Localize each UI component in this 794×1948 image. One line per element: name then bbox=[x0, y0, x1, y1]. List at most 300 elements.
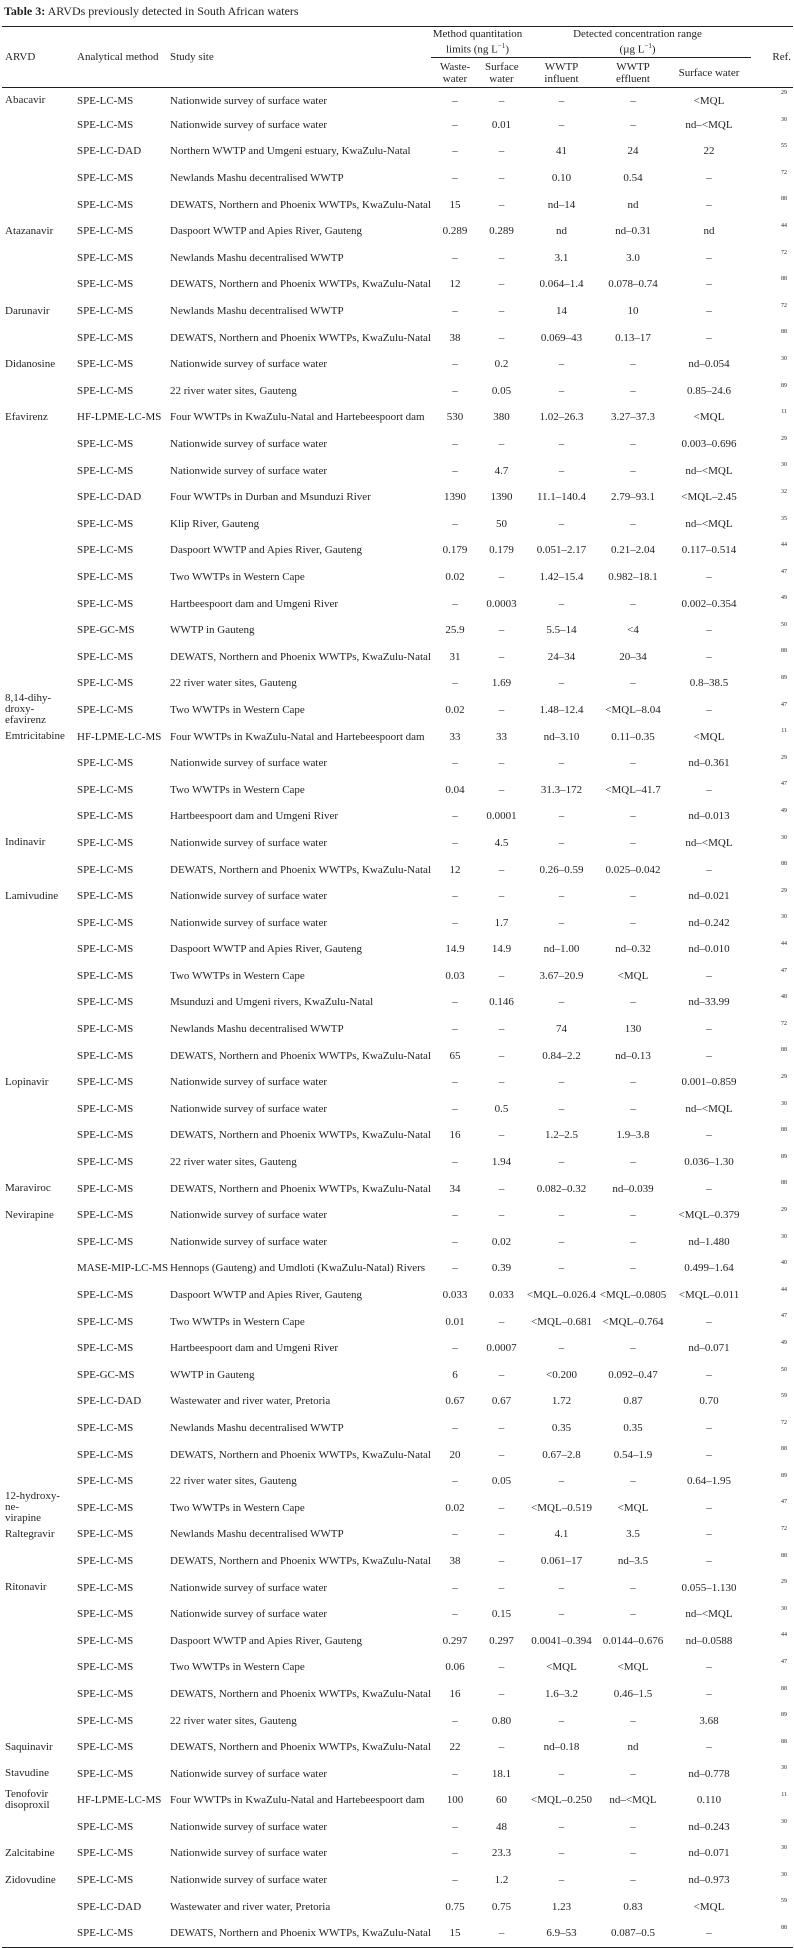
cell-effluent: – bbox=[630, 358, 636, 371]
cell-site: Four WWTPs in KwaZulu-Natal and Hartebeespoort dam bbox=[170, 1794, 425, 1807]
cell-mql-wastewater: 38 bbox=[449, 331, 461, 344]
cell-influent: 0.84–2.2 bbox=[542, 1049, 581, 1062]
header-conc-group bbox=[524, 27, 751, 58]
cell-site: Nationwide survey of surface water bbox=[170, 1581, 327, 1594]
cell-arvd bbox=[2, 883, 74, 910]
cell-site: Wastewater and river water, Pretoria bbox=[170, 1900, 331, 1913]
arvd-name: Didanosine bbox=[5, 357, 56, 370]
arvd-name bbox=[5, 1364, 74, 1386]
cell-mql-wastewater: 22 bbox=[449, 1741, 461, 1754]
arvd-name: Nevirapine bbox=[5, 1208, 54, 1221]
cell-site: Nationwide survey of surface water bbox=[170, 1608, 327, 1621]
cell-mql-surface: 23.3 bbox=[491, 1847, 512, 1860]
cell-ref: 32 bbox=[781, 488, 788, 495]
cell-method: SPE-GC-MS bbox=[77, 624, 135, 637]
cell-site: Two WWTPs in Western Cape bbox=[170, 703, 305, 716]
table-row bbox=[2, 88, 793, 112]
cell-ref: 11 bbox=[781, 409, 788, 416]
cell-method: SPE-LC-MS bbox=[77, 1927, 134, 1940]
cell-arvd bbox=[2, 88, 74, 112]
cell-arvd bbox=[2, 1840, 74, 1867]
table-label: Table 3: bbox=[4, 4, 46, 18]
cell-mql-wastewater: – bbox=[452, 1581, 458, 1594]
cell-mql-surface: – bbox=[498, 757, 505, 770]
cell-mql-surface: 0.033 bbox=[489, 1289, 514, 1302]
cell-mql-surface: – bbox=[498, 570, 505, 583]
cell-method: SPE-LC-MS bbox=[77, 1182, 134, 1195]
cell-influent: 0.082–0.32 bbox=[536, 1182, 587, 1195]
cell-site: Daspoort WWTP and Apies River, Gauteng bbox=[170, 544, 363, 557]
cell-mql-surface: 0.0003 bbox=[486, 597, 517, 610]
cell-surface-conc: nd–0.021 bbox=[688, 890, 730, 903]
cell-surface-conc: nd bbox=[703, 225, 715, 238]
cell-surface-conc: 0.110 bbox=[696, 1794, 722, 1807]
header-conc-sup: −1 bbox=[644, 42, 652, 51]
cell-effluent: <MQL bbox=[617, 969, 649, 982]
cell-site: Newlands Mashu decentralised WWTP bbox=[170, 1421, 344, 1434]
cell-mql-wastewater: 33 bbox=[449, 730, 461, 743]
cell-mql-surface: – bbox=[498, 438, 505, 451]
cell-effluent: <MQL bbox=[617, 1501, 649, 1514]
cell-method: SPE-LC-DAD bbox=[77, 145, 142, 158]
cell-influent: – bbox=[558, 1262, 565, 1275]
arvd-name bbox=[5, 540, 74, 562]
cell-method: SPE-LC-MS bbox=[77, 1235, 134, 1248]
cell-arvd bbox=[2, 1096, 74, 1123]
cell-influent: 4.1 bbox=[554, 1528, 569, 1541]
cell-surface-conc: nd–<MQL bbox=[685, 517, 733, 530]
cell-ref: 30 bbox=[781, 462, 788, 469]
cell-mql-wastewater: – bbox=[452, 597, 458, 610]
cell-method: SPE-LC-MS bbox=[77, 996, 134, 1009]
table-row bbox=[2, 1627, 793, 1654]
cell-ref: 88 bbox=[781, 1738, 788, 1745]
cell-surface-conc: <MQL bbox=[693, 1900, 725, 1913]
arvd-name bbox=[5, 1391, 74, 1413]
cell-surface-conc: – bbox=[706, 1182, 712, 1195]
cell-site: Nationwide survey of surface water bbox=[170, 916, 327, 929]
cell-influent: – bbox=[558, 1235, 565, 1248]
cell-influent: – bbox=[558, 118, 565, 131]
cell-influent: 1.23 bbox=[551, 1900, 572, 1913]
cell-method: SPE-LC-MS bbox=[77, 1661, 134, 1674]
cell-ref: 88 bbox=[781, 1047, 788, 1054]
cell-surface-conc: <MQL bbox=[693, 94, 725, 107]
table-row bbox=[2, 1042, 793, 1069]
cell-mql-surface: – bbox=[498, 1421, 505, 1434]
table-row bbox=[2, 1016, 793, 1043]
cell-surface-conc: 0.001–0.859 bbox=[681, 1076, 737, 1089]
cell-mql-wastewater: – bbox=[452, 836, 458, 849]
cell-ref: 29 bbox=[781, 1579, 788, 1586]
cell-mql-surface: – bbox=[498, 198, 505, 211]
cell-influent: 3.67–20.9 bbox=[539, 969, 584, 982]
table-row bbox=[2, 1494, 793, 1521]
table-row bbox=[2, 138, 793, 165]
cell-surface-conc: – bbox=[706, 703, 712, 716]
cell-mql-surface: 0.75 bbox=[491, 1900, 512, 1913]
cell-mql-wastewater: – bbox=[452, 757, 458, 770]
cell-effluent: – bbox=[630, 1820, 636, 1833]
cell-method: SPE-LC-MS bbox=[77, 118, 134, 131]
cell-mql-wastewater: – bbox=[452, 1209, 458, 1222]
cell-ref: 49 bbox=[781, 1339, 788, 1346]
arvd-name: Indinavir bbox=[5, 836, 46, 849]
cell-mql-wastewater: – bbox=[452, 1475, 458, 1488]
cell-site: Nationwide survey of surface water bbox=[170, 1820, 327, 1833]
cell-effluent: nd–0.32 bbox=[615, 943, 651, 956]
cell-site: Two WWTPs in Western Cape bbox=[170, 969, 305, 982]
cell-ref: 47 bbox=[781, 1499, 788, 1506]
cell-method: SPE-LC-MS bbox=[77, 438, 134, 451]
cell-mql-wastewater: 34 bbox=[449, 1182, 461, 1195]
cell-ref: 88 bbox=[781, 1180, 788, 1187]
cell-mql-wastewater: 0.289 bbox=[442, 225, 468, 238]
cell-site: Nationwide survey of surface water bbox=[170, 94, 327, 107]
cell-method: SPE-LC-MS bbox=[77, 1687, 134, 1700]
cell-site: Newlands Mashu decentralised WWTP bbox=[170, 1023, 344, 1036]
cell-ref: 44 bbox=[781, 222, 788, 229]
table-row bbox=[2, 1255, 793, 1282]
cell-method: SPE-LC-MS bbox=[77, 1767, 134, 1780]
cell-mql-surface: – bbox=[498, 1687, 505, 1700]
table-row bbox=[2, 431, 793, 458]
table-row bbox=[2, 218, 793, 245]
cell-site: Daspoort WWTP and Apies River, Gauteng bbox=[170, 225, 363, 238]
cell-influent: – bbox=[558, 358, 565, 371]
cell-method: SPE-LC-MS bbox=[77, 1156, 134, 1169]
header-mql-sup: −1 bbox=[497, 42, 506, 51]
cell-method: SPE-LC-MS bbox=[77, 94, 134, 107]
cell-site: WWTP in Gauteng bbox=[170, 624, 255, 637]
cell-mql-surface: 1.69 bbox=[491, 677, 512, 690]
table-row bbox=[2, 1468, 793, 1495]
cell-mql-surface: 0.146 bbox=[489, 996, 514, 1009]
arvd-name bbox=[5, 806, 74, 828]
table-row bbox=[2, 697, 793, 724]
table-title: ARVDs previously detected in South African waters bbox=[47, 4, 299, 18]
cell-effluent: – bbox=[630, 464, 636, 477]
cell-effluent: nd–0.039 bbox=[612, 1182, 654, 1195]
cell-arvd bbox=[2, 1787, 74, 1814]
cell-effluent: – bbox=[630, 517, 636, 530]
cell-mql-wastewater: 530 bbox=[446, 411, 464, 424]
cell-surface-conc: 0.499–1.64 bbox=[684, 1262, 734, 1275]
table-row bbox=[2, 1707, 793, 1734]
cell-arvd bbox=[2, 165, 74, 192]
cell-mql-surface: – bbox=[498, 1741, 505, 1754]
cell-ref: 89 bbox=[781, 675, 788, 682]
table-row bbox=[2, 484, 793, 511]
cell-effluent: – bbox=[630, 677, 636, 690]
cell-mql-surface: 0.5 bbox=[494, 1102, 509, 1115]
cell-effluent: 0.35 bbox=[623, 1421, 643, 1434]
cell-mql-wastewater: 31 bbox=[449, 650, 461, 663]
cell-influent: – bbox=[558, 890, 565, 903]
cell-surface-conc: nd–0.361 bbox=[688, 757, 730, 770]
arvd-name bbox=[5, 673, 74, 695]
arvd-name: Tenofovir disoproxil bbox=[5, 1788, 50, 1812]
cell-arvd bbox=[2, 1202, 74, 1229]
cell-effluent: 0.078–0.74 bbox=[608, 278, 658, 291]
cell-site: Two WWTPs in Western Cape bbox=[170, 1661, 305, 1674]
cell-method: SPE-LC-MS bbox=[77, 544, 134, 557]
arvd-name: Abacavir bbox=[5, 94, 46, 107]
cell-method: SPE-LC-MS bbox=[77, 464, 134, 477]
cell-mql-surface: – bbox=[498, 1528, 505, 1541]
cell-arvd bbox=[2, 1548, 74, 1575]
cell-method: SPE-LC-MS bbox=[77, 1023, 134, 1036]
cell-mql-surface: 0.179 bbox=[489, 544, 514, 557]
table-row bbox=[2, 1654, 793, 1681]
cell-site: Nationwide survey of surface water bbox=[170, 1874, 327, 1887]
cell-mql-wastewater: 0.03 bbox=[445, 969, 465, 982]
table-body bbox=[2, 88, 793, 1948]
cell-surface-conc: 0.64–1.95 bbox=[687, 1475, 731, 1488]
cell-site: Daspoort WWTP and Apies River, Gauteng bbox=[170, 1634, 363, 1647]
cell-surface-conc: <MQL bbox=[693, 730, 725, 743]
cell-ref: 72 bbox=[781, 249, 788, 256]
cell-influent: – bbox=[558, 1714, 565, 1727]
cell-mql-wastewater: – bbox=[452, 1767, 458, 1780]
cell-influent: – bbox=[558, 517, 565, 530]
cell-influent: 3.1 bbox=[554, 251, 569, 264]
arvd-name bbox=[5, 1896, 74, 1918]
table-row bbox=[2, 909, 793, 936]
arvd-name: Raltegravir bbox=[5, 1527, 55, 1540]
cell-ref: 29 bbox=[781, 435, 788, 442]
table-row bbox=[2, 378, 793, 405]
cell-method: SPE-LC-MS bbox=[77, 757, 134, 770]
cell-site: Nationwide survey of surface water bbox=[170, 1767, 327, 1780]
cell-effluent: – bbox=[630, 810, 636, 823]
cell-arvd bbox=[2, 1069, 74, 1096]
cell-surface-conc: – bbox=[706, 1129, 712, 1142]
cell-influent: 0.061–17 bbox=[540, 1554, 583, 1567]
cell-mql-wastewater: – bbox=[452, 890, 458, 903]
cell-effluent: – bbox=[630, 1076, 636, 1089]
cell-ref: 59 bbox=[781, 1393, 788, 1400]
cell-ref: 88 bbox=[781, 861, 788, 868]
cell-influent: 11.1–140.4 bbox=[536, 491, 587, 504]
cell-mql-wastewater: – bbox=[452, 1262, 458, 1275]
cell-surface-conc: – bbox=[706, 1661, 712, 1674]
cell-influent: – bbox=[558, 1767, 565, 1780]
cell-site: Daspoort WWTP and Apies River, Gauteng bbox=[170, 943, 363, 956]
arvd-name bbox=[5, 965, 74, 987]
cell-surface-conc: – bbox=[706, 1528, 712, 1541]
cell-mql-wastewater: – bbox=[452, 1023, 458, 1036]
cell-mql-wastewater: – bbox=[452, 1235, 458, 1248]
arvd-name bbox=[5, 1284, 74, 1306]
cell-mql-wastewater: 0.04 bbox=[445, 783, 465, 796]
cell-arvd bbox=[2, 1308, 74, 1335]
cell-influent: – bbox=[558, 384, 565, 397]
cell-ref: 59 bbox=[781, 1898, 788, 1905]
cell-effluent: – bbox=[630, 1475, 636, 1488]
cell-influent: – bbox=[558, 677, 565, 690]
cell-ref: 29 bbox=[781, 887, 788, 894]
table-row bbox=[2, 1867, 793, 1894]
table-row bbox=[2, 1282, 793, 1309]
cell-ref: 11 bbox=[781, 1792, 788, 1798]
cell-site: 22 river water sites, Gauteng bbox=[170, 677, 297, 690]
cell-effluent: – bbox=[630, 1262, 636, 1275]
cell-influent: – bbox=[558, 836, 565, 849]
cell-site: DEWATS, Northern and Phoenix WWTPs, KwaZulu-Natal bbox=[170, 863, 431, 876]
arvd-name bbox=[5, 141, 74, 163]
cell-mql-wastewater: – bbox=[452, 517, 458, 530]
cell-mql-surface: 0.289 bbox=[489, 225, 514, 238]
cell-influent: 0.069–43 bbox=[540, 331, 583, 344]
cell-effluent: 0.87 bbox=[623, 1395, 643, 1408]
cell-mql-surface: – bbox=[498, 1927, 505, 1940]
cell-ref: 55 bbox=[781, 143, 788, 150]
cell-method: SPE-LC-MS bbox=[77, 1847, 134, 1860]
cell-mql-wastewater: – bbox=[452, 916, 458, 929]
cell-ref: 44 bbox=[781, 542, 788, 549]
cell-influent: 1.6–3.2 bbox=[545, 1687, 578, 1700]
cell-ref: 30 bbox=[781, 1100, 788, 1107]
cell-mql-wastewater: 14.9 bbox=[445, 943, 465, 956]
cell-ref: 89 bbox=[781, 1153, 788, 1160]
table-row bbox=[2, 1441, 793, 1468]
cell-method: SPE-LC-MS bbox=[77, 251, 134, 264]
cell-method: SPE-LC-MS bbox=[77, 916, 134, 929]
cell-influent: – bbox=[558, 1874, 565, 1887]
cell-mql-surface: 18.1 bbox=[491, 1767, 512, 1780]
arvd-name bbox=[5, 1603, 74, 1625]
table-row bbox=[2, 989, 793, 1016]
cell-arvd bbox=[2, 1893, 74, 1920]
cell-method: MASE-MIP-LC-MS bbox=[77, 1262, 169, 1275]
cell-method: SPE-LC-MS bbox=[77, 384, 134, 397]
cell-mql-wastewater: 38 bbox=[449, 1554, 461, 1567]
cell-ref: 30 bbox=[781, 834, 788, 841]
cell-arvd bbox=[2, 1734, 74, 1761]
cell-arvd bbox=[2, 138, 74, 165]
cell-mql-surface: – bbox=[498, 969, 505, 982]
arvd-name bbox=[5, 460, 74, 482]
cell-arvd bbox=[2, 776, 74, 803]
cell-influent: 1.48–12.4 bbox=[539, 703, 584, 716]
cell-arvd bbox=[2, 856, 74, 883]
arvd-name bbox=[5, 619, 74, 641]
cell-site: Nationwide survey of surface water bbox=[170, 1209, 327, 1222]
cell-surface-conc: nd–0.243 bbox=[688, 1820, 730, 1833]
cell-mql-surface: – bbox=[498, 1182, 505, 1195]
cell-mql-wastewater: – bbox=[452, 1714, 458, 1727]
cell-method: SPE-LC-MS bbox=[77, 1076, 134, 1089]
header-method: Analytical method bbox=[77, 51, 159, 63]
cell-mql-surface: – bbox=[498, 1076, 505, 1089]
header-ref: Ref. bbox=[772, 51, 792, 63]
table-row bbox=[2, 1202, 793, 1229]
cell-mql-surface: – bbox=[498, 1368, 505, 1381]
cell-site: Klip River, Gauteng bbox=[170, 517, 260, 530]
cell-site: DEWATS, Northern and Phoenix WWTPs, KwaZulu-Natal bbox=[170, 1554, 431, 1567]
cell-mql-surface: – bbox=[498, 1049, 505, 1062]
cell-surface-conc: 0.002–0.354 bbox=[681, 597, 737, 610]
cell-effluent: nd–0.31 bbox=[615, 225, 651, 238]
cell-arvd bbox=[2, 617, 74, 644]
table-row bbox=[2, 670, 793, 697]
cell-effluent: <MQL bbox=[617, 1661, 649, 1674]
cell-effluent: – bbox=[630, 438, 636, 451]
cell-influent: – bbox=[558, 438, 565, 451]
cell-mql-surface: – bbox=[498, 251, 505, 264]
cell-ref: 29 bbox=[781, 90, 788, 96]
cell-ref: 30 bbox=[781, 116, 788, 123]
cell-influent: – bbox=[558, 1608, 565, 1621]
arvd-name bbox=[5, 1710, 74, 1732]
cell-arvd bbox=[2, 378, 74, 405]
cell-effluent: 1.9–3.8 bbox=[616, 1129, 650, 1142]
cell-method: SPE-LC-MS bbox=[77, 863, 134, 876]
cell-surface-conc: <MQL bbox=[693, 411, 725, 424]
cell-mql-wastewater: 20 bbox=[449, 1448, 461, 1461]
cell-mql-surface: 0.02 bbox=[491, 1235, 512, 1248]
table-row bbox=[2, 457, 793, 484]
cell-site: DEWATS, Northern and Phoenix WWTPs, KwaZulu-Natal bbox=[170, 278, 431, 291]
cell-arvd bbox=[2, 298, 74, 325]
cell-surface-conc: nd–0.013 bbox=[688, 810, 730, 823]
cell-site: Nationwide survey of surface water bbox=[170, 358, 327, 371]
cell-surface-conc: nd–0.054 bbox=[688, 358, 730, 371]
table-row bbox=[2, 1175, 793, 1202]
arvd-name bbox=[5, 1470, 74, 1492]
cell-surface-conc: – bbox=[706, 1315, 712, 1328]
cell-surface-conc: 0.8–38.5 bbox=[689, 677, 729, 690]
arvd-name bbox=[5, 167, 74, 189]
cell-ref: 88 bbox=[781, 329, 788, 336]
cell-arvd bbox=[2, 1601, 74, 1628]
cell-effluent: 0.13–17 bbox=[615, 331, 651, 344]
cell-surface-conc: nd–0.778 bbox=[688, 1767, 730, 1780]
header-mql-group bbox=[431, 27, 524, 58]
cell-arvd bbox=[2, 564, 74, 591]
cell-influent: – bbox=[558, 1209, 565, 1222]
cell-surface-conc: – bbox=[706, 570, 712, 583]
cell-influent: – bbox=[558, 1820, 565, 1833]
table-row bbox=[2, 112, 793, 139]
cell-arvd bbox=[2, 909, 74, 936]
cell-mql-wastewater: – bbox=[452, 996, 458, 1009]
cell-surface-conc: – bbox=[706, 783, 712, 796]
cell-mql-surface: – bbox=[498, 1023, 505, 1036]
arvd-name bbox=[5, 1922, 74, 1944]
cell-surface-conc: – bbox=[706, 1554, 712, 1567]
cell-ref: 49 bbox=[781, 808, 788, 815]
cell-mql-surface: 0.2 bbox=[494, 358, 509, 371]
cell-influent: – bbox=[558, 996, 565, 1009]
cell-ref: 72 bbox=[781, 169, 788, 176]
cell-mql-surface: – bbox=[498, 703, 505, 716]
cell-ref: 29 bbox=[781, 754, 788, 761]
cell-mql-surface: – bbox=[498, 1448, 505, 1461]
table-row bbox=[2, 165, 793, 192]
cell-method: SPE-LC-DAD bbox=[77, 491, 142, 504]
cell-method: SPE-LC-MS bbox=[77, 969, 134, 982]
cell-mql-wastewater: 0.02 bbox=[445, 570, 465, 583]
cell-effluent: – bbox=[630, 384, 636, 397]
cell-influent: 1.72 bbox=[551, 1395, 572, 1408]
cell-ref: 29 bbox=[781, 1206, 788, 1213]
cell-ref: 29 bbox=[781, 1073, 788, 1080]
cell-mql-surface: 1.94 bbox=[491, 1156, 512, 1169]
cell-method: SPE-LC-MS bbox=[77, 278, 134, 291]
arvd-name: Efavirenz bbox=[5, 410, 48, 423]
